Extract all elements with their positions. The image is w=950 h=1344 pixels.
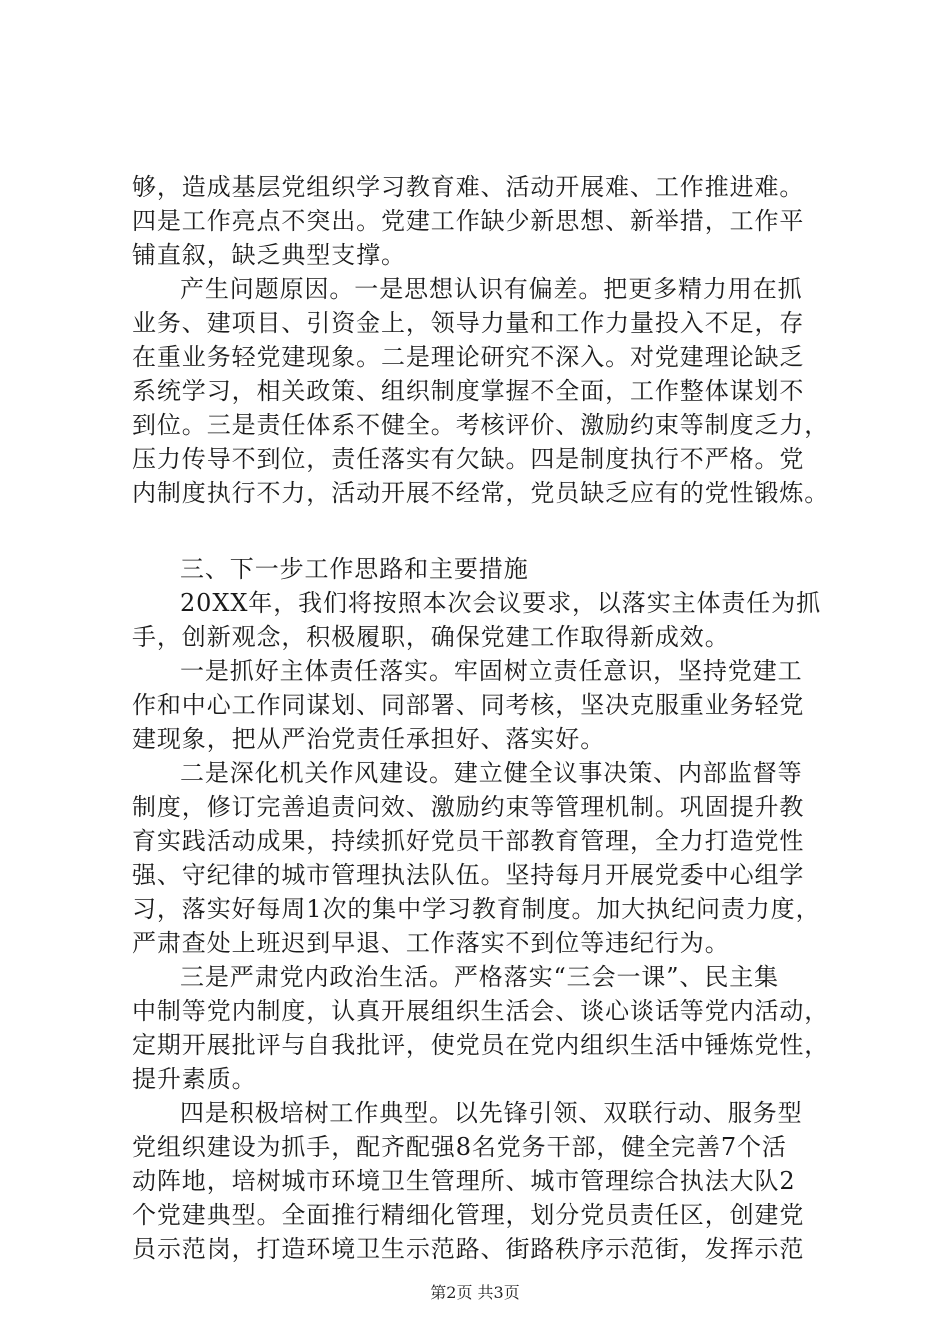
text-line: 严肃查处上班迟到早退、工作落实不到位等违纪行为。	[132, 929, 730, 957]
text-line: 建现象，把从严治党责任承担好、落实好。	[132, 725, 606, 753]
text-line: 习，落实好每周1次的集中学习教育制度。加大执纪问责力度，	[132, 895, 821, 923]
text-line: 四是工作亮点不突出。党建工作缺少新思想、新举措，工作平	[132, 207, 805, 235]
section-heading: 三、下一步工作思路和主要措施	[180, 555, 529, 583]
text-line: 够，造成基层党组织学习教育难、活动开展难、工作推进难。	[132, 173, 805, 201]
text-line: 压力传导不到位，责任落实有欠缺。四是制度执行不严格。党	[132, 445, 805, 473]
text-line: 业务、建项目、引资金上，领导力量和工作力量投入不足，存	[132, 309, 805, 337]
text-line: 动阵地，培树城市环境卫生管理所、城市管理综合执法大队2	[132, 1167, 796, 1195]
text-line: 作和中心工作同谋划、同部署、同考核，坚决克服重业务轻党	[132, 691, 805, 719]
text-line: 系统学习，相关政策、组织制度掌握不全面，工作整体谋划不	[132, 377, 805, 405]
text-line: 在重业务轻党建现象。二是理论研究不深入。对党建理论缺乏	[132, 343, 805, 371]
paragraph-start-line: 二是深化机关作风建设。建立健全议事决策、内部监督等	[180, 759, 803, 787]
paragraph-start-line: 四是积极培树工作典型。以先锋引领、双联行动、服务型	[180, 1099, 803, 1127]
text-line: 内制度执行不力，活动开展不经常，党员缺乏应有的党性锻炼。	[132, 479, 830, 507]
paragraph-start-line: 产生问题原因。一是思想认识有偏差。把更多精力用在抓	[180, 275, 803, 303]
text-line: 定期开展批评与自我批评，使党员在党内组织生活中锤炼党性，	[132, 1031, 830, 1059]
text-line: 党组织建设为抓手，配齐配强8名党务干部，健全完善7个活	[132, 1133, 787, 1161]
paragraph-start-line: 一是抓好主体责任落实。牢固树立责任意识，坚持党建工	[180, 657, 803, 685]
text-line: 制度，修订完善追责问效、激励约束等管理机制。巩固提升教	[132, 793, 805, 821]
text-line: 提升素质。	[132, 1065, 257, 1093]
text-line: 员示范岗，打造环境卫生示范路、街路秩序示范街，发挥示范	[132, 1235, 805, 1263]
text-line: 中制等党内制度，认真开展组织生活会、谈心谈话等党内活动，	[132, 997, 830, 1025]
text-line: 到位。三是责任体系不健全。考核评价、激励约束等制度乏力，	[132, 411, 830, 439]
paragraph-start-line: 三是严肃党内政治生活。严格落实“三会一课”、民主集	[180, 963, 780, 991]
page-number-footer: 第2页 共3页	[430, 1283, 520, 1302]
text-line: 育实践活动成果，持续抓好党员干部教育管理，全力打造党性	[132, 827, 805, 855]
text-line: 强、守纪律的城市管理执法队伍。坚持每月开展党委中心组学	[132, 861, 805, 889]
paragraph-start-line: 20XX年，我们将按照本次会议要求，以落实主体责任为抓	[180, 589, 822, 617]
text-line: 手，创新观念，积极履职，确保党建工作取得新成效。	[132, 623, 730, 651]
text-line: 铺直叙，缺乏典型支撑。	[132, 241, 406, 269]
document-body	[132, 170, 832, 1266]
text-line: 个党建典型。全面推行精细化管理，划分党员责任区，创建党	[132, 1201, 805, 1229]
section-gap	[132, 510, 832, 552]
